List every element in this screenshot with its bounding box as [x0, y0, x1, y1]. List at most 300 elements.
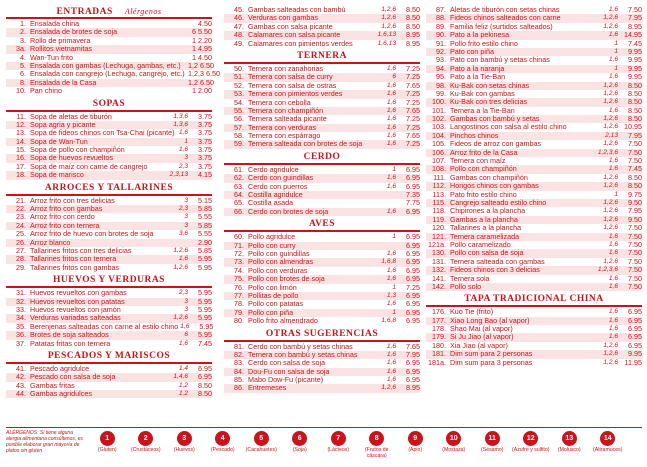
item-allergens: 1,2,6 [173, 314, 188, 322]
item-name: Ku-Bak con gambas [450, 88, 515, 98]
item-allergens: 1,6 [386, 367, 396, 375]
item-number: 86. [234, 383, 244, 393]
item-number: 57. [234, 122, 244, 132]
item-allergens: 1,6 [386, 123, 396, 131]
item-price: 6.95 [628, 324, 642, 334]
item-number: 63. [234, 181, 244, 191]
item-allergens: 1,6 [386, 359, 396, 367]
item-allergens: 1 [184, 137, 188, 145]
menu-column-1 [6, 6, 220, 401]
item-allergens: 1,2,3,6 [597, 148, 618, 156]
item-price: 7.25 [406, 139, 420, 149]
item-allergens: 2,3 [178, 205, 188, 213]
menu-item [224, 317, 420, 325]
item-number: 176. [432, 307, 446, 317]
item-allergens: 1,2,6 [603, 358, 618, 366]
item-allergens: 1,6 [386, 342, 396, 350]
menu-column-2 [224, 6, 420, 396]
menu-section [6, 275, 212, 348]
item-allergens: 1,6 [608, 31, 618, 39]
allergen-label: (Pescado) [210, 447, 235, 453]
item-name: Pollo con piña [248, 307, 294, 317]
item-allergens: 1,6 [608, 316, 618, 324]
item-name: Gambas con champiñón [450, 172, 528, 182]
item-number: 58. [234, 131, 244, 141]
item-price: 6.95 [406, 274, 420, 284]
item-name: Pollitas de pollo [248, 290, 299, 300]
item-name: Sopa de pollo con champiñón [30, 145, 125, 155]
section-title: OTRAS SUGERENCIAS [224, 329, 420, 342]
menu-item [224, 140, 420, 148]
item-number: 71. [234, 240, 244, 250]
item-price: 6.95 [198, 363, 212, 373]
item-price: 5.95 [198, 330, 212, 340]
item-number: 22. [16, 204, 26, 214]
item-name: Ternera con salsa de ostras [248, 80, 337, 90]
item-name: Ensalada de brotes de soja [30, 27, 118, 37]
menu-section [426, 6, 642, 291]
item-name: Pollo con champiñón [450, 164, 517, 174]
item-number: 118. [432, 206, 446, 216]
item-name: Ensalada con gambas (Lechuga, gambas, etc.) [30, 60, 181, 70]
item-name: Pollo con almendras [248, 257, 314, 267]
allergen-entry [435, 428, 474, 459]
item-allergens: 1,6,13 [377, 31, 396, 39]
item-name: Ternera con espárrago [248, 131, 321, 141]
item-allergens: 1,6 [386, 90, 396, 98]
item-allergens: 1,6 [386, 174, 396, 182]
menu-section [6, 183, 212, 273]
item-price: 3.75 [198, 111, 212, 121]
item-name: Cerdo con salsa de soja [248, 358, 326, 368]
item-number: 107. [432, 156, 446, 166]
menu-item [224, 40, 420, 48]
item-allergens: 3 [184, 196, 188, 204]
item-allergens: 1,6 [386, 64, 396, 72]
item-number: 2. [20, 27, 26, 37]
item-allergens: 1,6 [386, 376, 396, 384]
allergen-entry [88, 428, 127, 459]
item-name: Pollo frito estilo chino [450, 38, 518, 48]
allergen-icon: 7 [331, 431, 346, 446]
item-number: 181. [432, 349, 446, 359]
item-number: 99. [436, 88, 446, 98]
item-name: Ternera con champiñón [248, 105, 324, 115]
allergen-label: (Molusco) [557, 447, 581, 453]
item-price: 3.75 [198, 128, 212, 138]
item-name: Gambas con salsa picante [248, 21, 333, 31]
allergen-entry [242, 428, 281, 459]
item-number: 180. [432, 340, 446, 350]
allergen-entry [473, 428, 512, 459]
item-number: 50. [234, 63, 244, 73]
allergen-entry [589, 428, 628, 459]
item-name: Ternera salteada con brotes de soja [248, 139, 363, 149]
item-price: 6.95 [406, 181, 420, 191]
item-price: 7.25 [406, 114, 420, 124]
menu-item [6, 264, 212, 272]
item-name: Ternera con zanahorias [248, 63, 324, 73]
item-name: Dim sum para 3 personas [450, 357, 533, 367]
item-allergens: 1,6 [608, 333, 618, 341]
item-price: 8.50 [628, 105, 642, 115]
item-name: Pollo con limón [248, 282, 297, 292]
menu-section [224, 219, 420, 325]
item-number: 28. [16, 254, 26, 264]
menu-section [6, 6, 220, 96]
item-price: 8.50 [198, 389, 212, 399]
item-allergens: 1,2,6 [603, 182, 618, 190]
item-price: 5.85 [198, 245, 212, 255]
item-price: 6.95 [406, 265, 420, 275]
section-title: TERNERA [224, 51, 420, 64]
item-price: 8.95 [406, 38, 420, 48]
item-price: 8.95 [628, 21, 642, 31]
item-price: 8.50 [406, 21, 420, 31]
section-title: ENTRADAS Alérgenos [6, 6, 212, 19]
item-number: 79. [234, 307, 244, 317]
item-price: 5.55 [198, 212, 212, 222]
item-number: 21. [16, 195, 26, 205]
item-allergens: 1,2,6 [603, 207, 618, 215]
item-name: Sopa de maíz con carne de cangrejo [30, 161, 148, 171]
item-name: Ternera con salsa de curry [248, 72, 333, 82]
item-number: 16. [16, 153, 26, 163]
item-allergens: 1 [392, 308, 396, 316]
item-price: 7.65 [406, 105, 420, 115]
menu-item [224, 384, 420, 392]
item-price: 9.95 [628, 349, 642, 359]
item-price: 5.95 [198, 288, 212, 298]
item-number: 10. [16, 86, 26, 96]
item-price: 10.95 [624, 122, 642, 132]
item-number: 80. [234, 316, 244, 326]
item-allergens: 1,2,6 [603, 98, 618, 106]
item-price: 5.95 [198, 304, 212, 314]
item-number: 48. [234, 30, 244, 40]
item-name: Kuo Tie (frito) [450, 307, 494, 317]
item-number: 35. [16, 321, 26, 331]
item-allergens: 1,2,6 [603, 81, 618, 89]
item-name: Verduras variadas salteadas [30, 313, 121, 323]
section-title: SOPAS [6, 99, 212, 112]
allergen-legend [6, 427, 642, 464]
item-price: 2.90 [198, 237, 212, 247]
item-number: 25. [16, 229, 26, 239]
item-allergens: 1,2,6 [603, 257, 618, 265]
item-price: 8.50 [628, 88, 642, 98]
item-name: Pollo con patatas [248, 299, 304, 309]
item-allergens: 1,2,6 [381, 6, 396, 13]
item-price: 7.65 [406, 131, 420, 141]
item-name: Pan chino [30, 86, 62, 96]
item-name: Entremeses [248, 383, 287, 393]
item-number: 179. [432, 332, 446, 342]
item-name: Pollo con brotes de soja [248, 274, 325, 284]
menu-item [426, 359, 642, 367]
item-price: 7.35 [406, 190, 420, 200]
item-number: 61. [234, 164, 244, 174]
item-name: Ternera con maíz [450, 156, 506, 166]
item-number: 13. [16, 128, 26, 138]
item-allergens: 1,3,6 [173, 120, 188, 128]
item-number: 33. [16, 304, 26, 314]
item-name: Sopa de marisco [30, 170, 84, 180]
item-number: 41. [16, 363, 26, 373]
allergen-icon: 5 [254, 431, 269, 446]
item-allergens: 1,2,6 [603, 14, 618, 22]
item-name: Pollo con curry [248, 240, 296, 250]
item-number: 24. [16, 220, 26, 230]
item-allergens: 1,2,6 [603, 341, 618, 349]
item-allergens: 1,2,3,6 [597, 266, 618, 274]
item-name: Fideos chinos con 3 delicias [450, 265, 540, 275]
item-name: Pescado con salsa de soja [30, 372, 116, 382]
item-price: 6.95 [406, 366, 420, 376]
item-price: 7.50 [628, 239, 642, 249]
item-number: 47. [234, 21, 244, 31]
item-price: 7.50 [628, 5, 642, 14]
item-number: 3a. [16, 44, 26, 54]
item-allergens: 1,6 [386, 249, 396, 257]
item-price: 6.95 [406, 232, 420, 242]
item-price: 9.50 [628, 214, 642, 224]
section-title: PESCADOS Y MARISCOS [6, 351, 212, 364]
item-number: 106. [432, 147, 446, 157]
item-number: 89. [436, 21, 446, 31]
item-allergens: 1,6 [608, 232, 618, 240]
allergen-entry [281, 428, 320, 459]
item-number: 76. [234, 282, 244, 292]
item-price: 6.95 [406, 240, 420, 250]
item-price: 5.55 [198, 229, 212, 239]
item-price: 1,2 6.50 [188, 77, 214, 87]
item-name: Ternera sola [450, 273, 490, 283]
item-number: 32. [16, 296, 26, 306]
item-price: 7.50 [628, 281, 642, 291]
menu-item [6, 340, 212, 348]
item-name: Pinchos chinos [450, 130, 499, 140]
item-number: 73. [234, 257, 244, 267]
section-title: TAPA TRADICIONAL CHINA [426, 294, 642, 307]
item-allergens: 1,6 [386, 106, 396, 114]
allergen-entry [165, 428, 204, 459]
item-name: Patatas fritas con ternera [30, 338, 111, 348]
item-allergens: 1,6 [608, 6, 618, 13]
item-name: Langostinos con salsa al estilo chino [450, 122, 567, 132]
item-allergens: 1,6 [608, 282, 618, 290]
allergen-label: (Crustáceos) [130, 447, 161, 453]
item-name: Pato a la naranja [450, 63, 505, 73]
item-price: 7.50 [628, 248, 642, 258]
allergen-entry [358, 428, 397, 459]
item-name: Ternera con cebolla [248, 97, 311, 107]
item-price: 6.95 [406, 164, 420, 174]
item-number: 3. [20, 35, 26, 45]
item-number: 132. [432, 265, 446, 275]
item-price: 7.95 [628, 130, 642, 140]
item-number: 77. [234, 290, 244, 300]
item-name: Shao Mai (al vapor) [450, 324, 513, 334]
item-allergens: 3 [184, 297, 188, 305]
item-number: 6. [20, 69, 26, 79]
item-price: 6.95 [628, 332, 642, 342]
item-name: Pollo agridulce [248, 232, 296, 242]
item-number: 54. [234, 97, 244, 107]
item-name: Verduras con gambas [248, 13, 318, 23]
item-name: Si Ju Jiao (al vapor) [450, 332, 514, 342]
item-price: 1,2,3 6.50 [188, 69, 220, 79]
item-allergens: 1,2,6 [381, 22, 396, 30]
allergen-icon: 13 [562, 431, 577, 446]
item-name: Chipirones a la plancha [450, 206, 526, 216]
item-price: 7.75 [406, 198, 420, 208]
menu-section [224, 329, 420, 393]
item-allergens: 1 [392, 233, 396, 241]
item-price: 9.95 [628, 46, 642, 56]
item-allergens: 2,13 [605, 131, 618, 139]
item-number: 78. [234, 299, 244, 309]
item-price: 3.75 [198, 119, 212, 129]
item-number: 105. [432, 139, 446, 149]
allergen-label: (Mostaza) [442, 447, 466, 453]
item-price: 7.50 [628, 147, 642, 157]
item-allergens: 1,4,6 [173, 373, 188, 381]
item-allergens: 1,6 [180, 322, 190, 330]
item-allergens: 1,6 [608, 73, 618, 81]
item-allergens: 2,3 [178, 289, 188, 297]
item-allergens: 1,6 [608, 56, 618, 64]
item-name: Calamares con salsa picante [248, 30, 341, 40]
item-name: Tallarines fritos con ternera [30, 254, 117, 264]
item-number: 17. [16, 161, 26, 171]
item-number: 84. [234, 366, 244, 376]
item-number: 178. [432, 324, 446, 334]
item-allergens: 1,6 [386, 140, 396, 148]
item-number: 31. [16, 288, 26, 298]
menu-section [224, 152, 420, 216]
item-allergens: 1,6 [386, 132, 396, 140]
item-number: 26. [16, 237, 26, 247]
item-price: 1 4.50 [192, 52, 212, 62]
item-price: 4.15 [198, 170, 212, 180]
allergen-icon: 3 [177, 431, 192, 446]
item-name: Arroz frito con ternera [30, 220, 100, 230]
item-name: Costilla agridulce [248, 190, 303, 200]
item-number: 49. [234, 38, 244, 48]
item-allergens: 3 [184, 213, 188, 221]
item-name: Pollo con verduras [248, 265, 308, 275]
item-number: 111. [433, 172, 446, 182]
item-price: 6.95 [628, 307, 642, 317]
item-price: 6.95 [406, 358, 420, 368]
item-allergens: 1,6 [608, 157, 618, 165]
section-title: AVES [224, 219, 420, 232]
section-title: HUEVOS Y VERDURAS [6, 275, 212, 288]
item-price: 8.50 [628, 114, 642, 124]
item-name: Fideos chinos salteados con carne [450, 13, 561, 23]
item-number: 131. [432, 256, 446, 266]
item-price: 7.50 [628, 256, 642, 266]
item-name: Ternera a la Tie-Ban [450, 105, 515, 115]
item-number: 42. [16, 372, 26, 382]
item-name: Rollitos vietnamitas [30, 44, 92, 54]
item-number: 87. [436, 5, 446, 14]
item-number: 121. [432, 231, 446, 241]
allergen-label: (Apio) [408, 447, 423, 453]
item-number: 45. [234, 5, 244, 14]
item-allergens: 1,2,6 [173, 263, 188, 271]
item-price: 7.50 [628, 156, 642, 166]
item-price: 8.50 [406, 5, 420, 14]
item-price: 7.65 [406, 341, 420, 351]
item-price: 6.95 [406, 299, 420, 309]
item-name: Sopa agria y picante [30, 119, 96, 129]
allergen-icon: 14 [600, 431, 615, 446]
item-allergens: 1,6 [386, 275, 396, 283]
item-name: Dim sum para 2 personas [450, 349, 533, 359]
item-allergens: 6 [392, 73, 396, 81]
allergen-label: (Frutos de cáscara) [364, 447, 389, 459]
item-number: 75. [234, 274, 244, 284]
item-price: 6.95 [406, 173, 420, 183]
item-name: Pollo con guindillas [248, 248, 310, 258]
allergen-label: (Soja) [292, 447, 307, 453]
item-allergens: 1,6 [386, 350, 396, 358]
allergen-list [88, 428, 642, 459]
item-price: 6.95 [406, 248, 420, 258]
item-price: 7.65 [406, 80, 420, 90]
item-number: 113. [432, 189, 446, 199]
item-number: 62. [234, 173, 244, 183]
item-name: Huevos revueltos con jamón [30, 304, 121, 314]
item-price: 7.95 [628, 13, 642, 23]
item-name: Cerdo agridulce [248, 164, 299, 174]
item-number: 11. [16, 111, 26, 121]
allergen-label: (Huevos) [173, 447, 195, 453]
item-price: 9.95 [628, 72, 642, 82]
item-name: Huevos revueltos con gambas [30, 288, 127, 298]
item-name: Costilla asada [248, 198, 294, 208]
item-allergens: 3,6 [178, 230, 188, 238]
item-price: 7.95 [406, 349, 420, 359]
item-name: Huevos revueltos con patatas [30, 296, 125, 306]
item-price: 11.95 [624, 357, 642, 367]
item-allergens: 3 [184, 154, 188, 162]
item-price: 3.75 [198, 136, 212, 146]
item-price: 4.50 [198, 19, 212, 28]
item-allergens: 1,6 [178, 129, 188, 137]
item-allergens: 1,2,6 [603, 173, 618, 181]
item-name: Ternera con verduras [248, 122, 316, 132]
item-allergens: 1,6 [608, 240, 618, 248]
item-price: 7.25 [406, 63, 420, 73]
item-allergens: 1,3,6 [173, 112, 188, 120]
item-price: 1 2.20 [192, 35, 212, 45]
item-price: 6.95 [406, 316, 420, 326]
item-number: 115. [432, 197, 446, 207]
item-number: 60. [234, 232, 244, 242]
item-price: 6.95 [628, 315, 642, 325]
item-price: 9.50 [628, 197, 642, 207]
item-allergens: 1 [614, 47, 618, 55]
item-price: 5.95 [198, 262, 212, 272]
item-allergens: 1,2,6 [603, 123, 618, 131]
item-number: 43. [16, 380, 26, 390]
item-price: 5.95 [198, 254, 212, 264]
item-allergens: 1,6 [178, 146, 188, 154]
menu-item [6, 87, 212, 95]
